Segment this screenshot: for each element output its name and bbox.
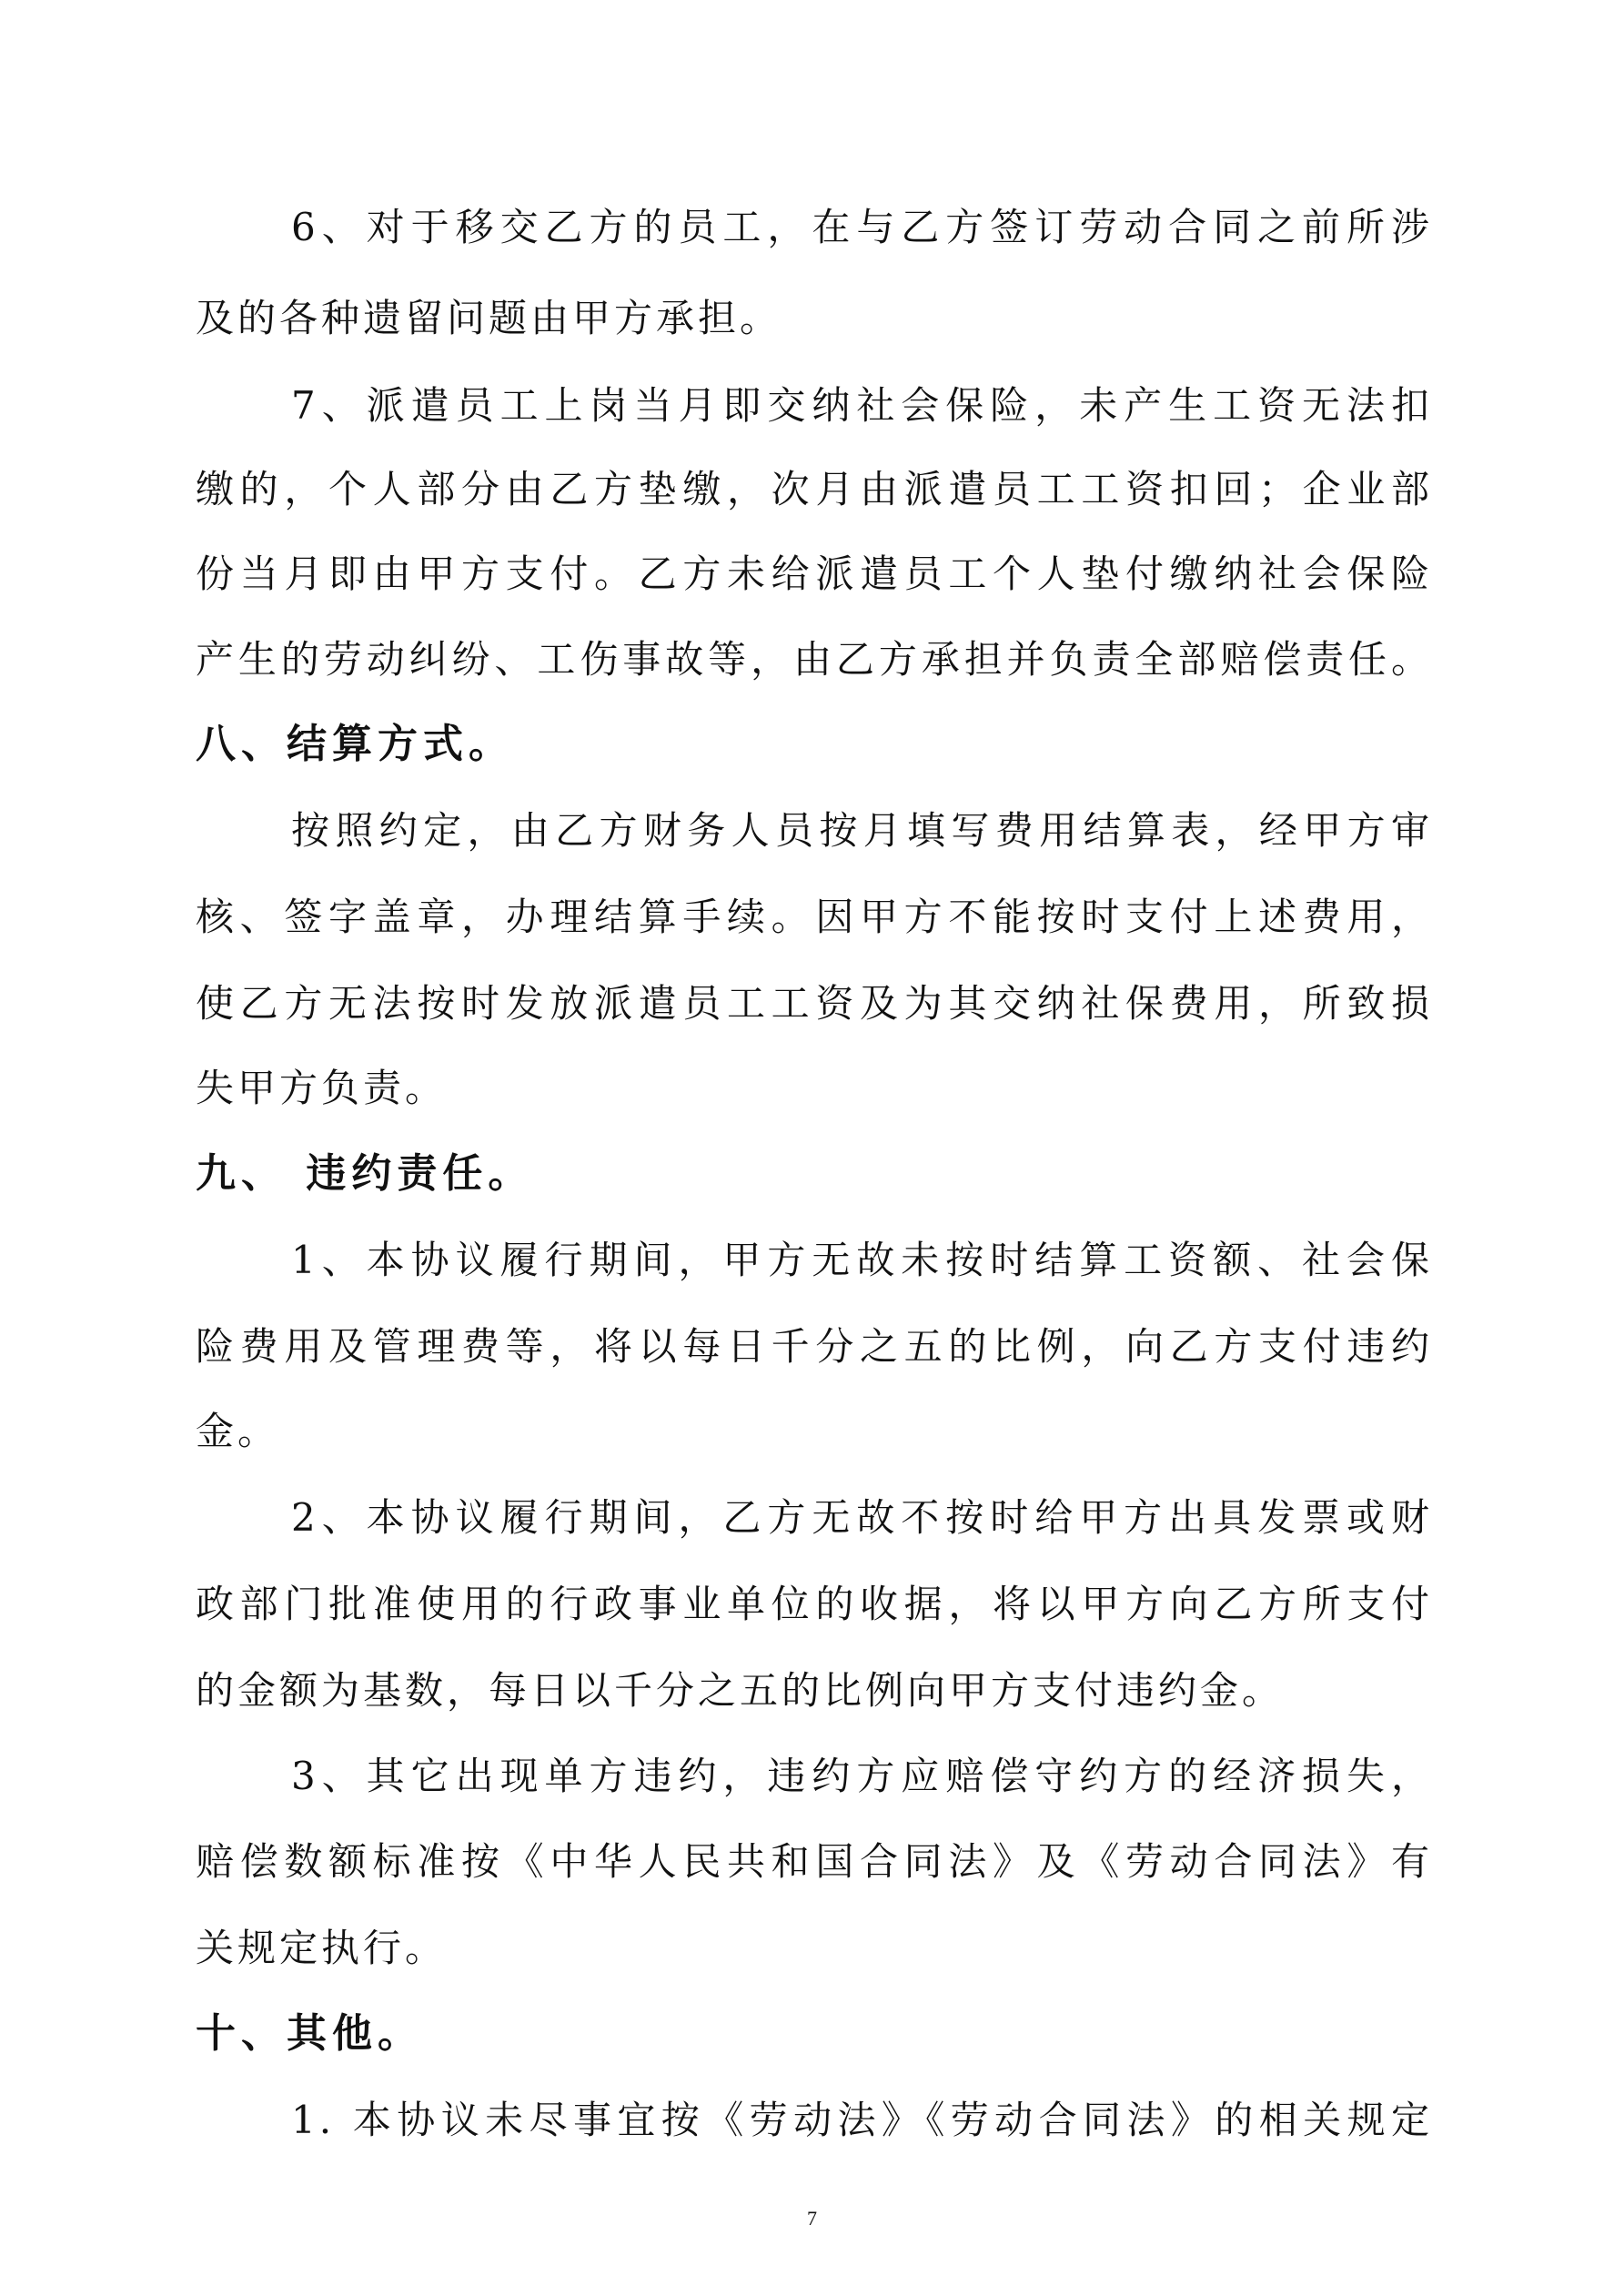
paragraph-6-line-1: 6、对于移交乙方的员工，在与乙方签订劳动合同之前所涉 <box>291 205 1433 249</box>
section-heading-liability: 九、 违约责任。 <box>196 1150 534 1197</box>
paragraph-7-line-2: 缴的，个人部分由乙方垫缴，次月由派遣员工工资扣回；企业部 <box>196 467 1433 511</box>
paragraph-7-line-4: 产生的劳动纠纷、工伤事故等，由乙方承担并负责全部赔偿责任。 <box>196 637 1433 682</box>
settlement-line-3: 使乙方无法按时发放派遣员工工资及为其交纳社保费用，所致损 <box>196 981 1433 1026</box>
liability-3-line-2: 赔偿数额标准按《中华人民共和国合同法》及《劳动合同法》有 <box>196 1839 1433 1884</box>
liability-2-line-3: 的金额为基数，每日以千分之五的比例向甲方支付违约金。 <box>196 1668 1285 1713</box>
section-heading-settlement: 八、结算方式。 <box>196 721 514 767</box>
liability-3-line-3: 关规定执行。 <box>196 1926 448 1970</box>
liability-1-line-1: 1、本协议履行期间，甲方无故未按时结算工资额、社会保 <box>291 1238 1433 1282</box>
paragraph-7-line-1: 7、派遣员工上岗当月即交纳社会保险，未产生工资无法扣 <box>291 383 1433 428</box>
other-1-line-1: 1. 本协议未尽事宜按《劳动法》《劳动合同法》的相关规定 <box>291 2098 1433 2142</box>
liability-1-line-3: 金。 <box>196 1409 280 1453</box>
liability-2-line-2: 政部门批准使用的行政事业单位的收据，将以甲方向乙方所支付 <box>196 1582 1433 1626</box>
settlement-line-2: 核、签字盖章，办理结算手续。因甲方不能按时支付上述费用， <box>196 895 1433 939</box>
section-heading-other: 十、其他。 <box>196 2010 423 2057</box>
paragraph-6-line-2: 及的各种遗留问题由甲方承担。 <box>196 296 782 340</box>
settlement-line-4: 失甲方负责。 <box>196 1066 448 1110</box>
paragraph-7-line-3: 份当月即由甲方支付。乙方未给派遣员工个人垫付缴纳社会保险 <box>196 551 1433 596</box>
settlement-line-1: 按照约定，由乙方财务人员按月填写费用结算表，经甲方审 <box>291 808 1433 853</box>
liability-1-line-2: 险费用及管理费等，将以每日千分之五的比例，向乙方支付违约 <box>196 1324 1433 1369</box>
page-number: 7 <box>807 2207 817 2230</box>
liability-3-line-1: 3、其它出现单方违约，违约方应赔偿守约方的经济损失， <box>291 1754 1433 1798</box>
liability-2-line-1: 2、本协议履行期间，乙方无故不按时给甲方出具发票或财 <box>291 1495 1433 1540</box>
